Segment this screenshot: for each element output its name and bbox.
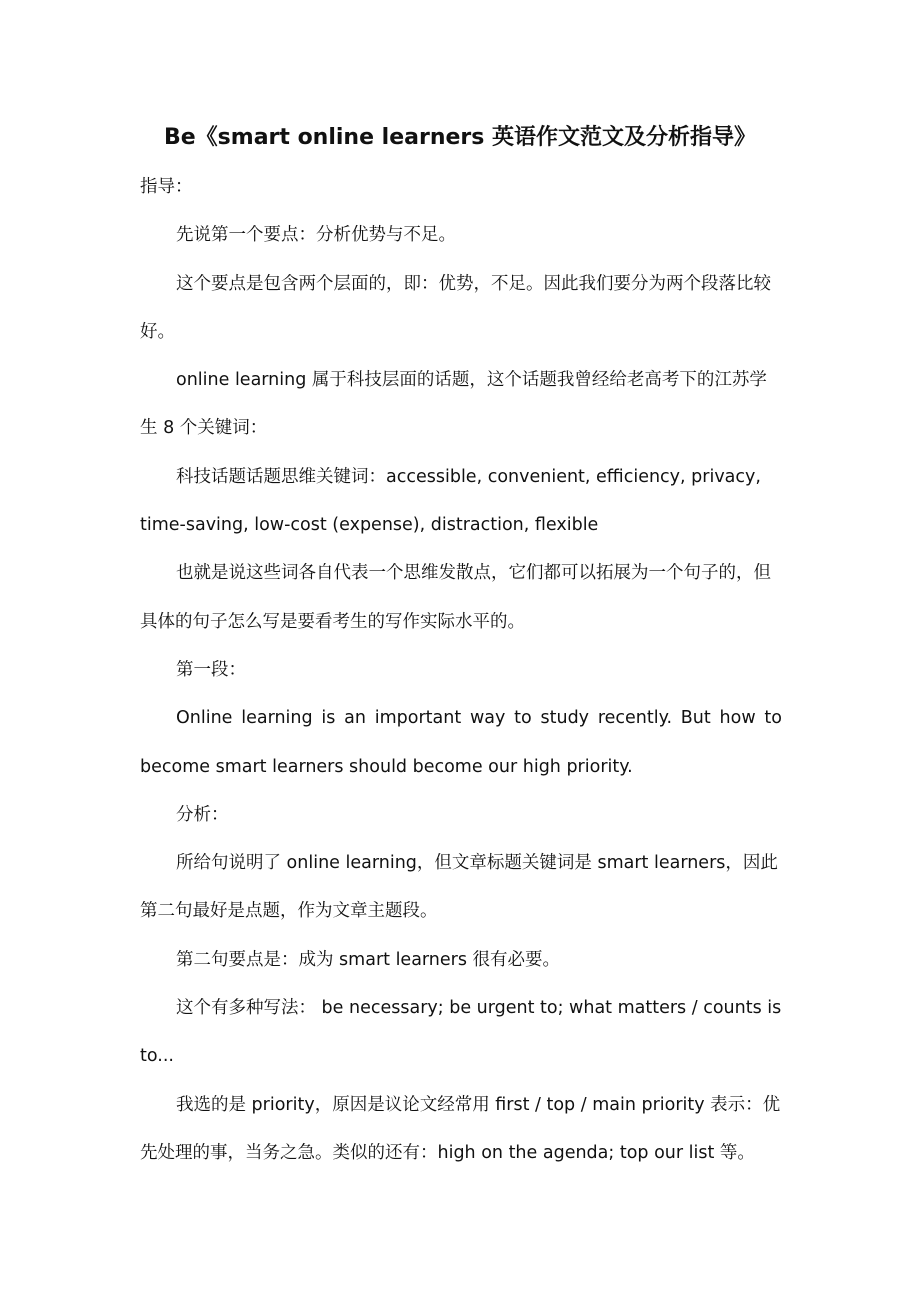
- paragraph: online learning 属于科技层面的话题，这个话题我曾经给老高考下的江苏学生 8 个关键词：: [140, 370, 767, 439]
- paragraph: 也就是说这些词各自代表一个思维发散点，它们都可以拓展为一个句子的，但具体的句子怎么写是要看考生的写作实际水平的。: [140, 563, 771, 632]
- paragraph-analysis-label: 分析：: [176, 804, 229, 825]
- paragraph: 所给句说明了 online learning，但文章标题关键词是 smart learners，因此第二句最好是点题，作为文章主题段。: [140, 853, 778, 922]
- document-body: [140, 163, 782, 1177]
- document-title: Be《smart online learners 英语作文范文及分析指导》: [163, 125, 757, 150]
- paragraph: 这个有多种写法： be necessary; be urgent to; what matters / counts is to...: [140, 998, 782, 1067]
- paragraph: 我选的是 priority，原因是议论文经常用 first / top / main priority 表示：优先处理的事，当务之急。类似的还有：high on the agenda; top our list 等。: [140, 1094, 781, 1163]
- paragraph-example-sentence: Online learning is an important way to study recently. But how to become smart learners should become our high priority.: [140, 708, 782, 777]
- paragraph: 先说第一个要点：分析优势与不足。: [176, 225, 456, 246]
- paragraph: 第二句要点是：成为 smart learners 很有必要。: [176, 949, 561, 970]
- paragraph: 这个要点是包含两个层面的，即：优势，不足。因此我们要分为两个段落比较好。: [140, 273, 771, 342]
- paragraph-section-label: 第一段：: [176, 659, 246, 680]
- paragraph-keywords: 科技话题话题思维关键词：accessible, convenient, efficiency, privacy, time-saving, low-cost (expense), distraction, flexible: [140, 466, 761, 536]
- paragraph-guidance-label: 指导：: [140, 177, 193, 197]
